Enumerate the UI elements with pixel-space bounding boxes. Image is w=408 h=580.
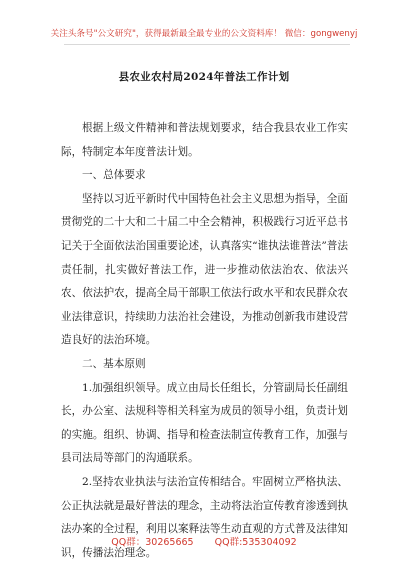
document-body: [61, 117, 348, 565]
principle-1-paragraph: 1.加强组织领导。成立由局长任组长，分管副局长任副组长，办公室、法规科等相关科室为成员的领导小组，负责计划的实施。组织、协调、指导和检查法制宣传教育工作，加强与县司法局等部门的沟通联系。: [61, 381, 348, 465]
header-promo-text: 关注头条号"公文研究"，获得最新最全最专业的公文资料库！ 微信：gongwenyj: [50, 29, 358, 39]
header-divider: [64, 44, 350, 45]
footer-contact: [0, 534, 408, 548]
footer-qq-group-2: QQ群:535304092: [214, 537, 297, 548]
document-title: 县农业农村局2024年普法工作计划: [118, 71, 290, 83]
section-heading-general: 一、总体要求: [82, 169, 146, 182]
section-heading-principles: 二、基本原则: [82, 357, 146, 370]
general-requirements-paragraph: 坚持以习近平新时代中国特色社会主义思想为指导，全面贯彻党的二十大和二十届二中全会精神，积极践行习近平总书记关于全面依法治国重要论述，认真落实“谁执法谁普法”普法责任制，扎实做好普法工作，进一步推动依法治农、依法兴农、依法护农，提高全局干部职工依法行政水平和农民群众农业法律意识，持续助力法治社会建设，为推动创新我市建设营造良好的法治环境。: [61, 192, 348, 347]
principle-2-paragraph: 2.坚持农业执法与法治宣传相结合。牢固树立严格执法、公正执法就是最好普法的理念，主动将法治宣传教育渗透到执法办案的全过程，利用以案释法等生动直观的方式普及法律知识，传播法治理念。: [61, 475, 348, 559]
intro-paragraph: 根据上级文件精神和普法规划要求，结合我县农业工作实际，特制定本年度普法计划。: [61, 122, 348, 158]
footer-qq-group-1: QQ群：30265665: [111, 537, 194, 548]
